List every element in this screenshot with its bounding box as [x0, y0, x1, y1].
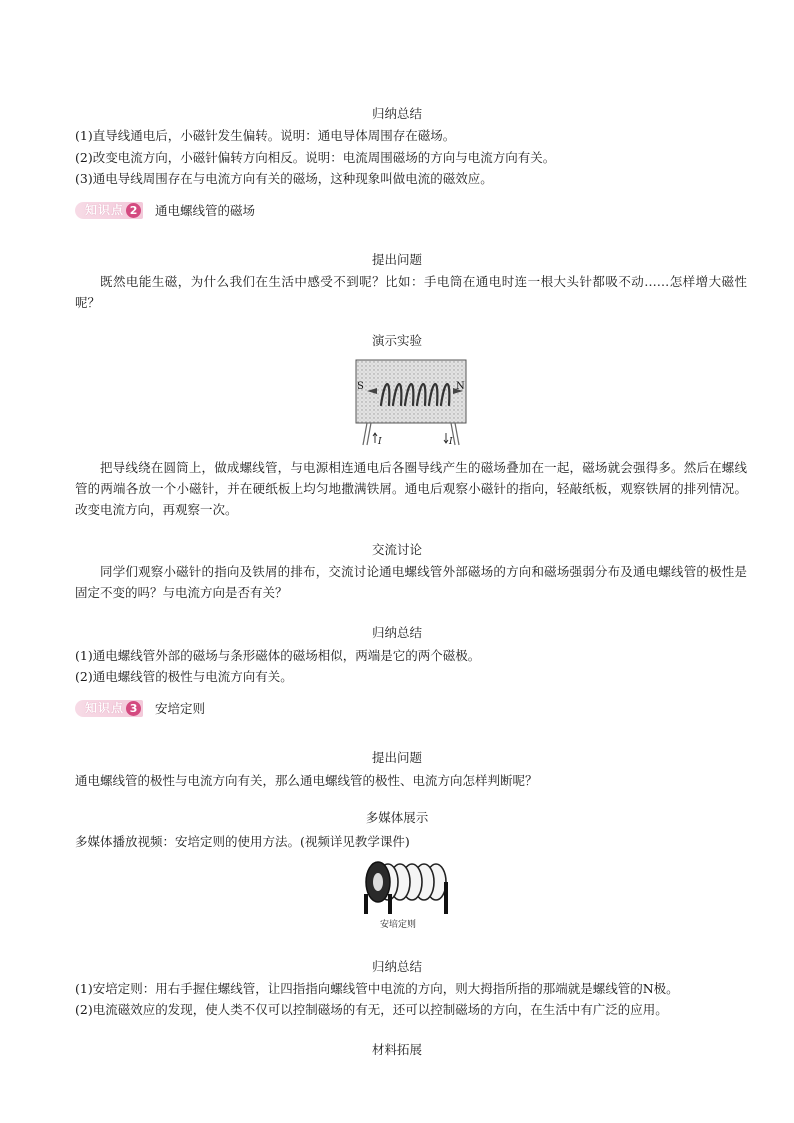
multimedia-text: 多媒体播放视频：安培定则的使用方法。(视频详见教学课件): [75, 834, 410, 849]
pole-s-label: S: [357, 381, 364, 392]
ampere-rule-figure: [360, 854, 450, 930]
summary-item: (2)通电螺线管的极性与电流方向有关。: [75, 669, 293, 684]
summary-item: (1)安培定则：用右手握住螺线管，让四指指向螺线管中电流的方向，则大拇指所指的那端就是螺线管的N极。: [75, 981, 679, 996]
summary-item: (2)电流磁效应的发现，使人类不仅可以控制磁场的有无，还可以控制磁场的方向，在生活中有广泛的应用。: [75, 1002, 668, 1017]
discussion-heading: 交流讨论: [371, 542, 422, 557]
current-label-right: I: [449, 437, 453, 447]
badge-number: 3: [126, 701, 141, 716]
knowledge-point-title: 通电螺线管的磁场: [155, 202, 256, 218]
solenoid-experiment-figure: [353, 357, 471, 449]
summary-item: (2)改变电流方向，小磁针偏转方向相反。说明：电流周围磁场的方向与电流方向有关。: [75, 150, 556, 165]
knowledge-point-title: 安培定则: [155, 700, 206, 716]
demo-text: 把导线绕在圆筒上，做成螺线管，与电源相连通电后各圈导线产生的磁场叠加在一起，磁场就会强得多。然后在螺线管的两端各放一个小磁针，并在硬纸板上均匀地撒满铁屑。通电后观察小磁针的指向，轻敲纸板，观察铁屑的排列情况。改变电流方向，再观察一次。: [75, 460, 747, 517]
summary-item: (1)直导线通电后，小磁针发生偏转。说明：通电导体周围存在磁场。: [75, 128, 456, 143]
knowledge-point-3: [75, 697, 205, 719]
badge-label: 知识点: [85, 202, 125, 217]
summary-item: (3)通电导线周围存在与电流方向有关的磁场，这种现象叫做电流的磁效应。: [75, 171, 493, 186]
question-text-2: 通电螺线管的极性与电流方向有关，那么通电螺线管的极性、电流方向怎样判断呢？: [75, 773, 538, 788]
question-heading-1: 提出问题: [371, 252, 422, 267]
figure-caption: 安培定则: [379, 920, 416, 930]
summary-heading-1: 归纳总结: [371, 106, 422, 121]
summary-item: (1)通电螺线管外部的磁场与条形磁体的磁场相似，两端是它的两个磁极。: [75, 648, 481, 663]
pole-n-label: N: [456, 381, 465, 392]
badge-number: 2: [126, 203, 141, 218]
knowledge-point-badge: [75, 700, 143, 717]
demo-heading: 演示实验: [371, 333, 422, 348]
discussion-text: 同学们观察小磁针的指向及铁屑的排布，交流讨论通电螺线管外部磁场的方向和磁场强弱分布及通电螺线管的极性是固定不变的吗？与电流方向是否有关？: [75, 564, 747, 600]
knowledge-point-badge: [75, 202, 143, 219]
question-text-1: 既然电能生磁，为什么我们在生活中感受不到呢？比如：手电筒在通电时连一根大头针都吸不动……怎样增大磁性呢？: [75, 274, 747, 310]
knowledge-point-2: [75, 199, 255, 221]
coil-illustration: [360, 854, 450, 916]
multimedia-heading: 多媒体展示: [365, 810, 429, 825]
current-label-left: I: [378, 437, 382, 447]
badge-label: 知识点: [85, 700, 125, 715]
extension-heading: 材料拓展: [371, 1042, 422, 1057]
summary-heading-3: 归纳总结: [371, 959, 422, 974]
summary-heading-2: 归纳总结: [371, 625, 422, 640]
question-heading-2: 提出问题: [371, 750, 422, 765]
solenoid-diagram: [353, 357, 471, 449]
